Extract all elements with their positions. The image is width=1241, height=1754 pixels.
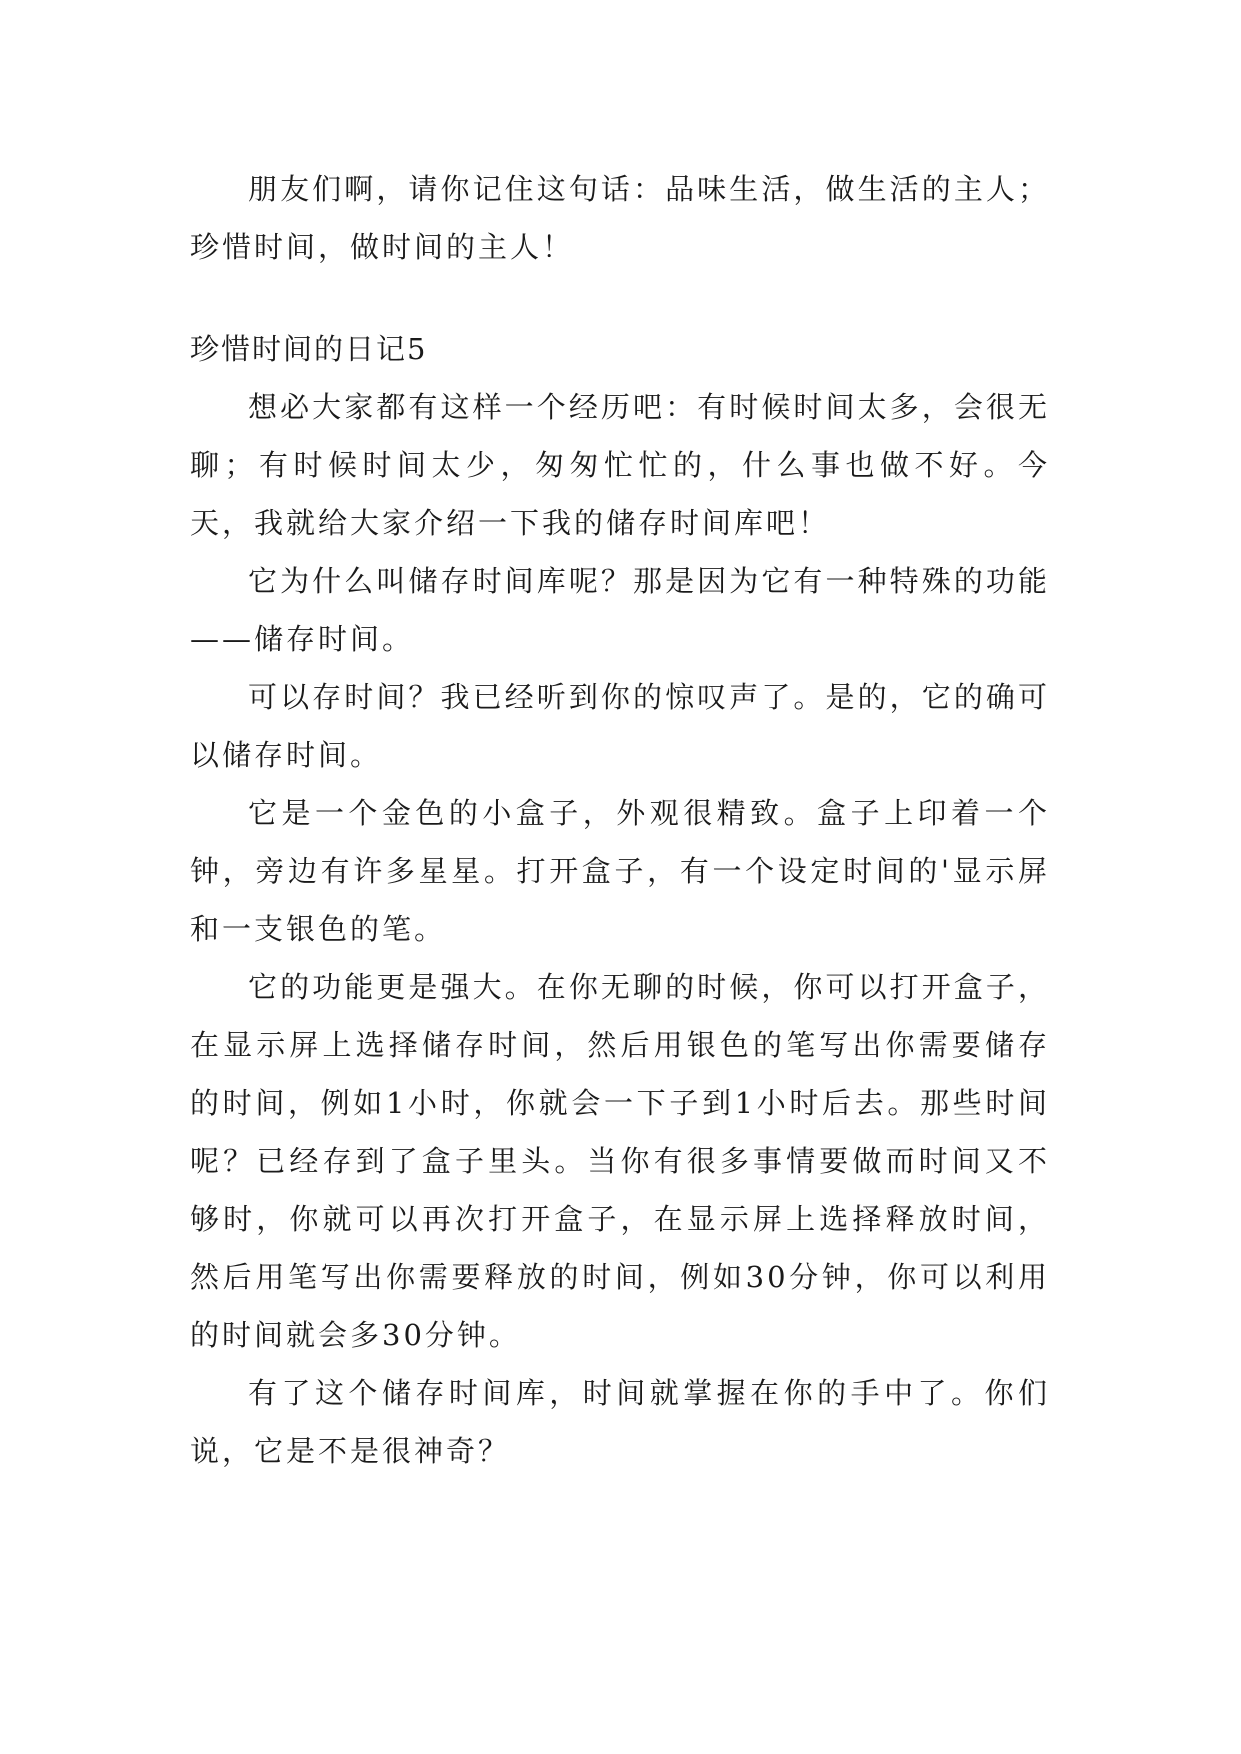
document-body [190,160,1050,1480]
body-paragraph: 有了这个储存时间库，时间就掌握在你的手中了。你们说，它是不是很神奇？ [190,1376,1050,1468]
closing-paragraph: 朋友们啊，请你记住这句话：品味生活，做生活的主人；珍惜时间，做时间的主人！ [190,172,1050,264]
section-gap [190,276,1050,320]
body-paragraph: 想必大家都有这样一个经历吧：有时候时间太多，会很无聊；有时候时间太少，匆匆忙忙的，什么事也做不好。今天，我就给大家介绍一下我的储存时间库吧！ [190,390,1050,540]
body-paragraph: 它是一个金色的小盒子，外观很精致。盒子上印着一个钟，旁边有许多星星。打开盒子，有一个设定时间的'显示屏和一支银色的笔。 [190,796,1050,946]
body-paragraph: 它为什么叫储存时间库呢？那是因为它有一种特殊的功能——储存时间。 [190,564,1050,656]
body-paragraph: 可以存时间？我已经听到你的惊叹声了。是的，它的确可以储存时间。 [190,680,1050,772]
diary-title: 珍惜时间的日记5 [190,332,428,366]
body-paragraph: 它的功能更是强大。在你无聊的时候，你可以打开盒子，在显示屏上选择储存时间，然后用银色的笔写出你需要储存的时间，例如1小时，你就会一下子到1小时后去。那些时间呢？已经存到了盒子里头。当你有很多事情要做而时间又不够时，你就可以再次打开盒子，在显示屏上选择释放时间，然后用笔写出你需要释放的时间，例如30分钟，你可以利用的时间就会多30分钟。 [190,970,1050,1352]
